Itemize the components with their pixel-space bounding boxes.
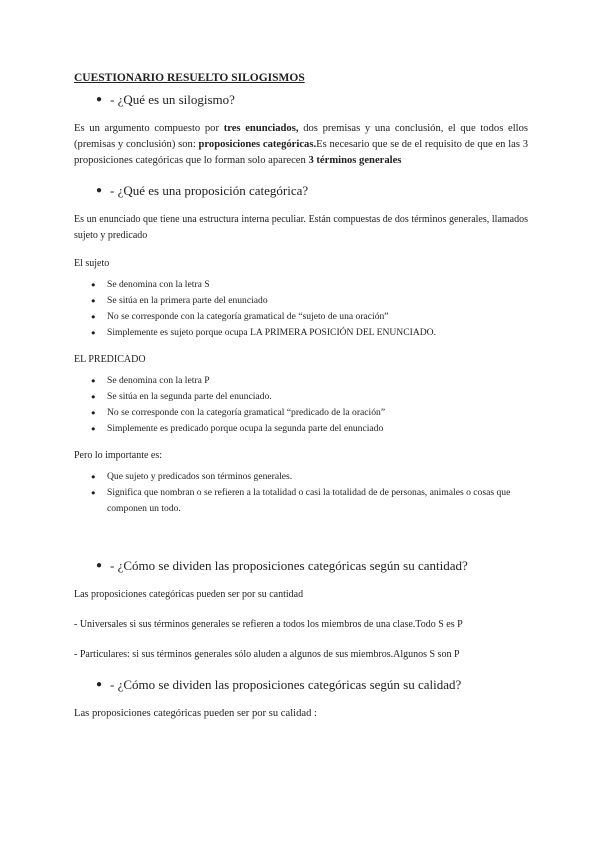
answer-universales: - Universales si sus términos generales se refieren a todos los miembros de una clase.Todo S es P [74, 619, 463, 630]
question-text: - ¿Qué es una proposición categórica? [110, 183, 309, 198]
section-label-predicado: EL PREDICADO [74, 354, 146, 365]
question-text: - ¿Cómo se dividen las proposiciones categóricas según su cantidad? [110, 558, 468, 573]
bold-run: tres enunciados, [223, 123, 299, 134]
answer-particulares: - Particulares: si sus términos generales sólo aluden a algunos de sus miembros.Algunos S son P [74, 649, 460, 660]
list-item: ● Simplemente es sujeto porque ocupa LA PRIMERA POSICIÓN DEL ENUNCIADO. [91, 325, 528, 341]
question-proposicion [96, 183, 528, 199]
list-item: ● Se denomina con la letra P [91, 373, 528, 389]
text-run: Es un argumento compuesto por [74, 123, 224, 134]
text-run: dos premisas y una conclusión, el que todos ellos (premisas y conclusión) son: [74, 123, 528, 150]
answer-cantidad-intro: Las proposiciones categóricas pueden ser por su cantidad [74, 589, 304, 600]
document-title: CUESTIONARIO RESUELTO SILOGISMOS [74, 72, 305, 84]
bullet-icon: ● [96, 679, 103, 690]
bold-run: proposiciones categóricas. [198, 139, 317, 150]
text-run: Es necesario que se de el requisito de que en las 3 proposiciones categóricas que lo forman solo aparecen [74, 139, 528, 166]
question-text: - ¿Cómo se dividen las proposiciones categóricas según su calidad? [110, 677, 462, 692]
question-silogismo [96, 92, 528, 108]
list-item: ● Que sujeto y predicados son términos generales. [91, 469, 528, 485]
list-predicado [74, 373, 528, 437]
bullet-icon: ● [96, 185, 103, 196]
question-cantidad [96, 558, 528, 574]
answer-proposicion: Es un enunciado que tiene una estructura interna peculiar. Están compuestas de dos términos generales, llamados sujeto y predicado [74, 214, 528, 241]
answer-silogismo [74, 121, 528, 169]
spacer [74, 530, 528, 558]
answer-calidad-intro: Las proposiciones categóricas pueden ser por su calidad : [74, 708, 317, 719]
list-item: ● No se corresponde con la categoría gramatical “predicado de la oración” [91, 405, 528, 421]
list-item: ● Se sitúa en la primera parte del enunciado [91, 293, 528, 309]
section-label-importante: Pero lo importante es: [74, 450, 163, 461]
list-item: ● Simplemente es predicado porque ocupa la segunda parte del enunciado [91, 421, 528, 437]
list-item: ● Se denomina con la letra S [91, 277, 528, 293]
section-label-sujeto: El sujeto [74, 258, 110, 269]
list-sujeto [74, 277, 528, 341]
bold-run: 3 términos generales [308, 155, 402, 166]
list-item: ● No se corresponde con la categoría gramatical de “sujeto de una oración” [91, 309, 528, 325]
list-item: ● Se sitúa en la segunda parte del enunciado. [91, 389, 528, 405]
question-text: - ¿Qué es un silogismo? [110, 92, 235, 107]
list-importante [74, 469, 528, 517]
bullet-icon: ● [96, 94, 103, 105]
bullet-icon: ● [96, 560, 103, 571]
question-calidad [96, 677, 528, 693]
list-item: ● Significa que nombran o se refieren a la totalidad o casi la totalidad de de personas, animales o cosas que componen un todo. [91, 485, 528, 517]
